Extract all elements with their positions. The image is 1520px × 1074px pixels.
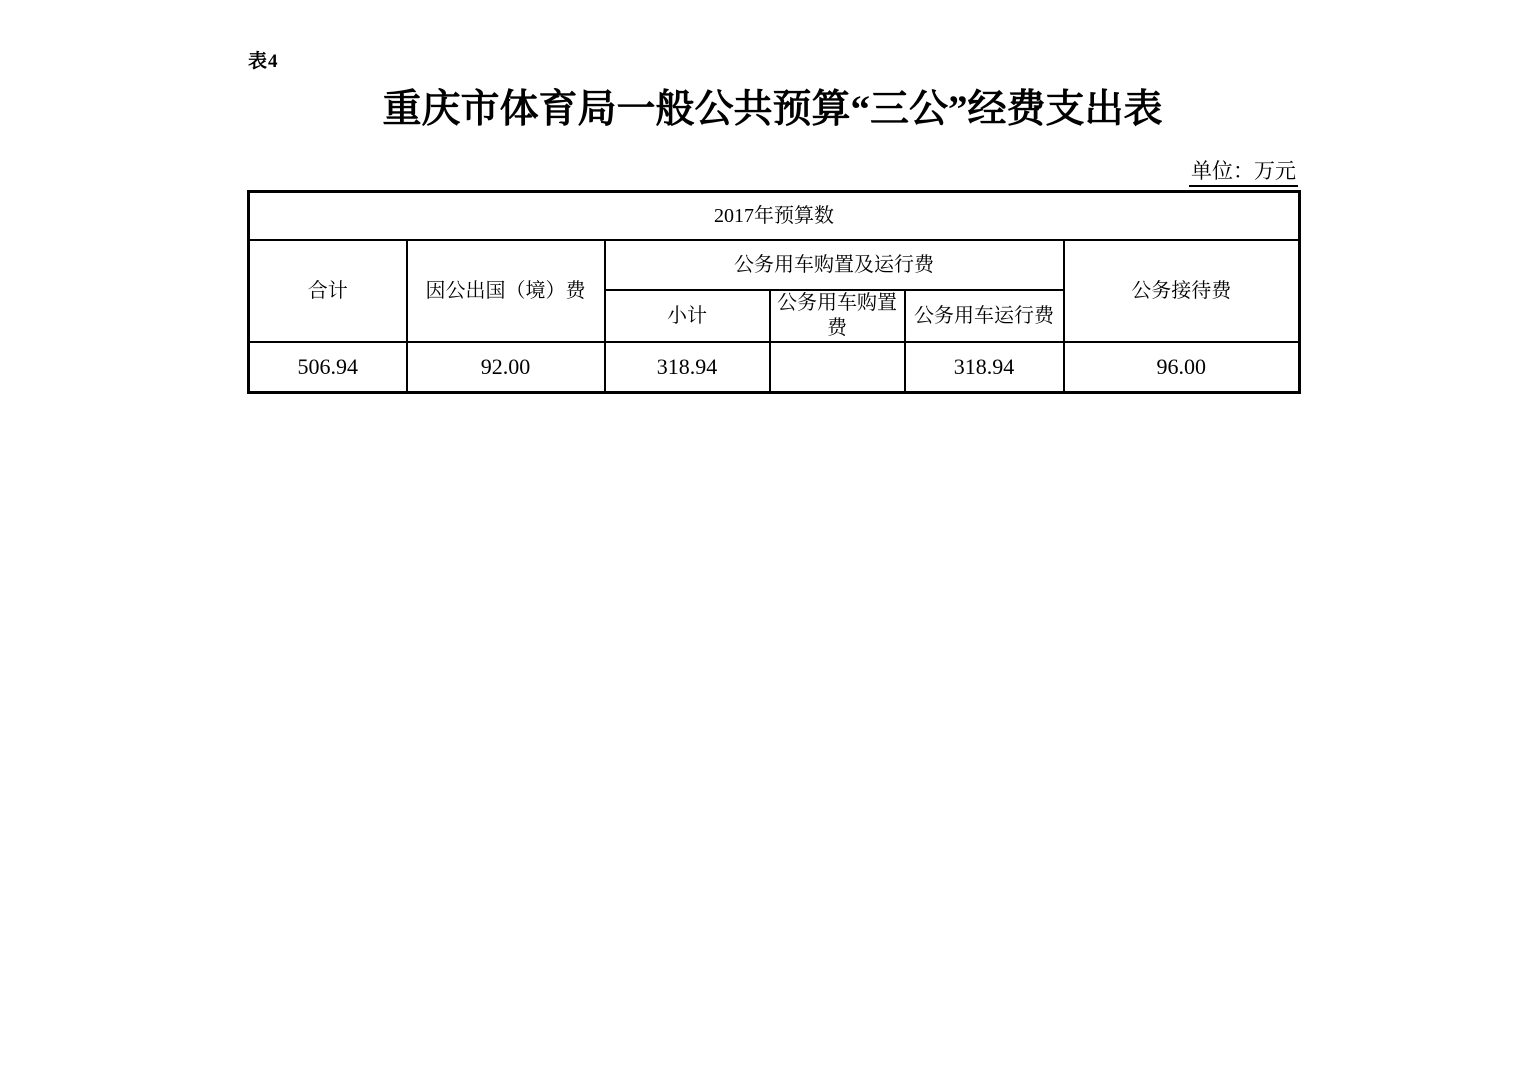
value-vehicle-purchase	[770, 342, 905, 393]
value-vehicle-operation: 318.94	[905, 342, 1064, 393]
value-abroad: 92.00	[407, 342, 605, 393]
value-vehicle-subtotal: 318.94	[605, 342, 770, 393]
year-header-row	[249, 192, 1300, 241]
header-vehicle-operation: 公务用车运行费	[905, 290, 1064, 342]
year-header-cell: 2017年预算数	[249, 192, 1300, 241]
table-number-label: 表4	[248, 51, 279, 72]
value-total: 506.94	[249, 342, 407, 393]
value-reception: 96.00	[1064, 342, 1300, 393]
column-header-row	[249, 240, 1300, 290]
header-vehicle-purchase: 公务用车购置费	[770, 290, 905, 342]
unit-label: 单位：万元	[1189, 158, 1298, 187]
header-total: 合计	[249, 240, 407, 342]
page-title: 重庆市体育局一般公共预算“三公”经费支出表	[382, 88, 1163, 131]
budget-table	[247, 190, 1301, 394]
header-reception: 公务接待费	[1064, 240, 1300, 342]
header-vehicle-group: 公务用车购置及运行费	[605, 240, 1064, 290]
header-abroad: 因公出国（境）费	[407, 240, 605, 342]
data-row	[249, 342, 1300, 393]
header-vehicle-subtotal: 小计	[605, 290, 770, 342]
